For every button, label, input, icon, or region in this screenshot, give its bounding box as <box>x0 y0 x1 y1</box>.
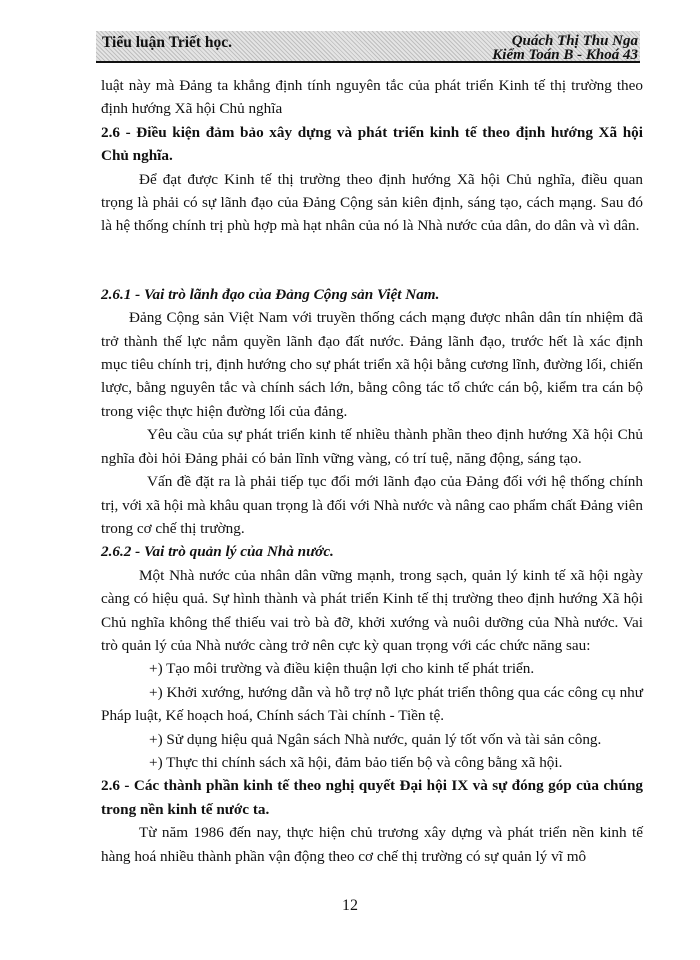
section-heading: 2.6 - Các thành phần kinh tế theo nghị quyết Đại hội IX và sự đóng góp của chúng trong nền kinh tế nước ta. <box>101 777 643 818</box>
paragraph: Để đạt được Kinh tế thị trường theo định hướng Xã hội Chủ nghĩa, điều quan trọng là phải có sự lãnh đạo của Đảng Cộng sản kiên định, sáng tạo, cách mạng. Sau đó là hệ thống chính trị phù hợp mà hạt nhân của nó là Nhà nước của dân, do dân và vì dân. <box>101 170 643 235</box>
header-class: Kiểm Toán B - Khoá 43 <box>492 47 638 63</box>
spacer <box>101 238 643 283</box>
section-heading: 2.6 - Điều kiện đảm bảo xây dựng và phát triển kinh tế theo định hướng Xã hội Chủ nghĩa. <box>101 123 643 165</box>
paragraph: Yêu cầu của sự phát triển kinh tế nhiều thành phần theo định hướng Xã hội Chủ nghĩa đòi hỏi Đảng phải có bản lĩnh vững vàng, có trí tuệ, năng động, sáng tạo. <box>101 426 643 467</box>
page-body <box>101 74 643 868</box>
subsection-heading: 2.6.2 - Vai trò quản lý của Nhà nước. <box>101 543 334 561</box>
running-header <box>96 31 640 63</box>
header-title: Tiểu luận Triết học. <box>102 34 233 51</box>
page-number: 12 <box>342 897 358 914</box>
list-item: +) Tạo môi trường và điều kiện thuận lợi cho kinh tế phát triển. <box>149 660 535 678</box>
paragraph: Một Nhà nước của nhân dân vững mạnh, trong sạch, quản lý kinh tế xã hội ngày càng có hiệu quả. Sự hình thành và phát triển Kinh tế thị trường theo định hướng Xã hội Chủ nghĩa không thể thiếu vai trò bà đỡ, khởi xướng và nuôi dưỡng của Nhà nước. Vai trò quản lý của Nhà nước càng trở nên cực kỳ quan trọng với các chức năng sau: <box>101 566 643 654</box>
list-item: +) Khởi xướng, hướng dẫn và hỗ trợ nỗ lực phát triển thông qua các công cụ như Pháp luật, Kế hoạch hoá, Chính sách Tài chính - Tiền tệ. <box>101 683 643 725</box>
paragraph: Đảng Cộng sản Việt Nam với truyền thống cách mạng được nhân dân tín nhiệm đã trở thành thế lực nắm quyền lãnh đạo đất nước. Đảng lãnh đạo, trước hết là xác định mục tiêu chính trị, định hướng cho sự phát triển xã hội bằng cương lĩnh, đường lối, chiến lược, bằng nguyên tắc và chính sách lớn, bằng công tác tổ chức cán bộ, kiểm tra cán bộ trong việc thực hiện đường lối của đảng. <box>101 309 643 420</box>
paragraph: luật này mà Đảng ta khẳng định tính nguyên tắc của phát triển Kinh tế thị trường theo định hướng Xã hội Chủ nghĩa <box>101 77 643 118</box>
paragraph: Vấn đề đặt ra là phải tiếp tục đổi mới lãnh đạo của Đảng đối với hệ thống chính trị, với xã hội mà khâu quan trọng là đối với Nhà nước và nâng cao phẩm chất Đảng viên trong cơ chế thị trường. <box>101 473 643 537</box>
paragraph: Từ năm 1986 đến nay, thực hiện chủ trương xây dựng và phát triển nền kinh tế hàng hoá nhiều thành phần vận động theo cơ chế thị trường có sự quản lý vĩ mô <box>101 824 643 865</box>
list-item: +) Thực thi chính sách xã hội, đảm bảo tiến bộ và công bằng xã hội. <box>149 753 563 771</box>
subsection-heading: 2.6.1 - Vai trò lãnh đạo của Đảng Cộng sản Việt Nam. <box>101 285 440 303</box>
header-author: Quách Thị Thu Nga <box>511 33 638 49</box>
list-item: +) Sử dụng hiệu quả Ngân sách Nhà nước, quản lý tốt vốn và tài sản công. <box>149 730 602 748</box>
